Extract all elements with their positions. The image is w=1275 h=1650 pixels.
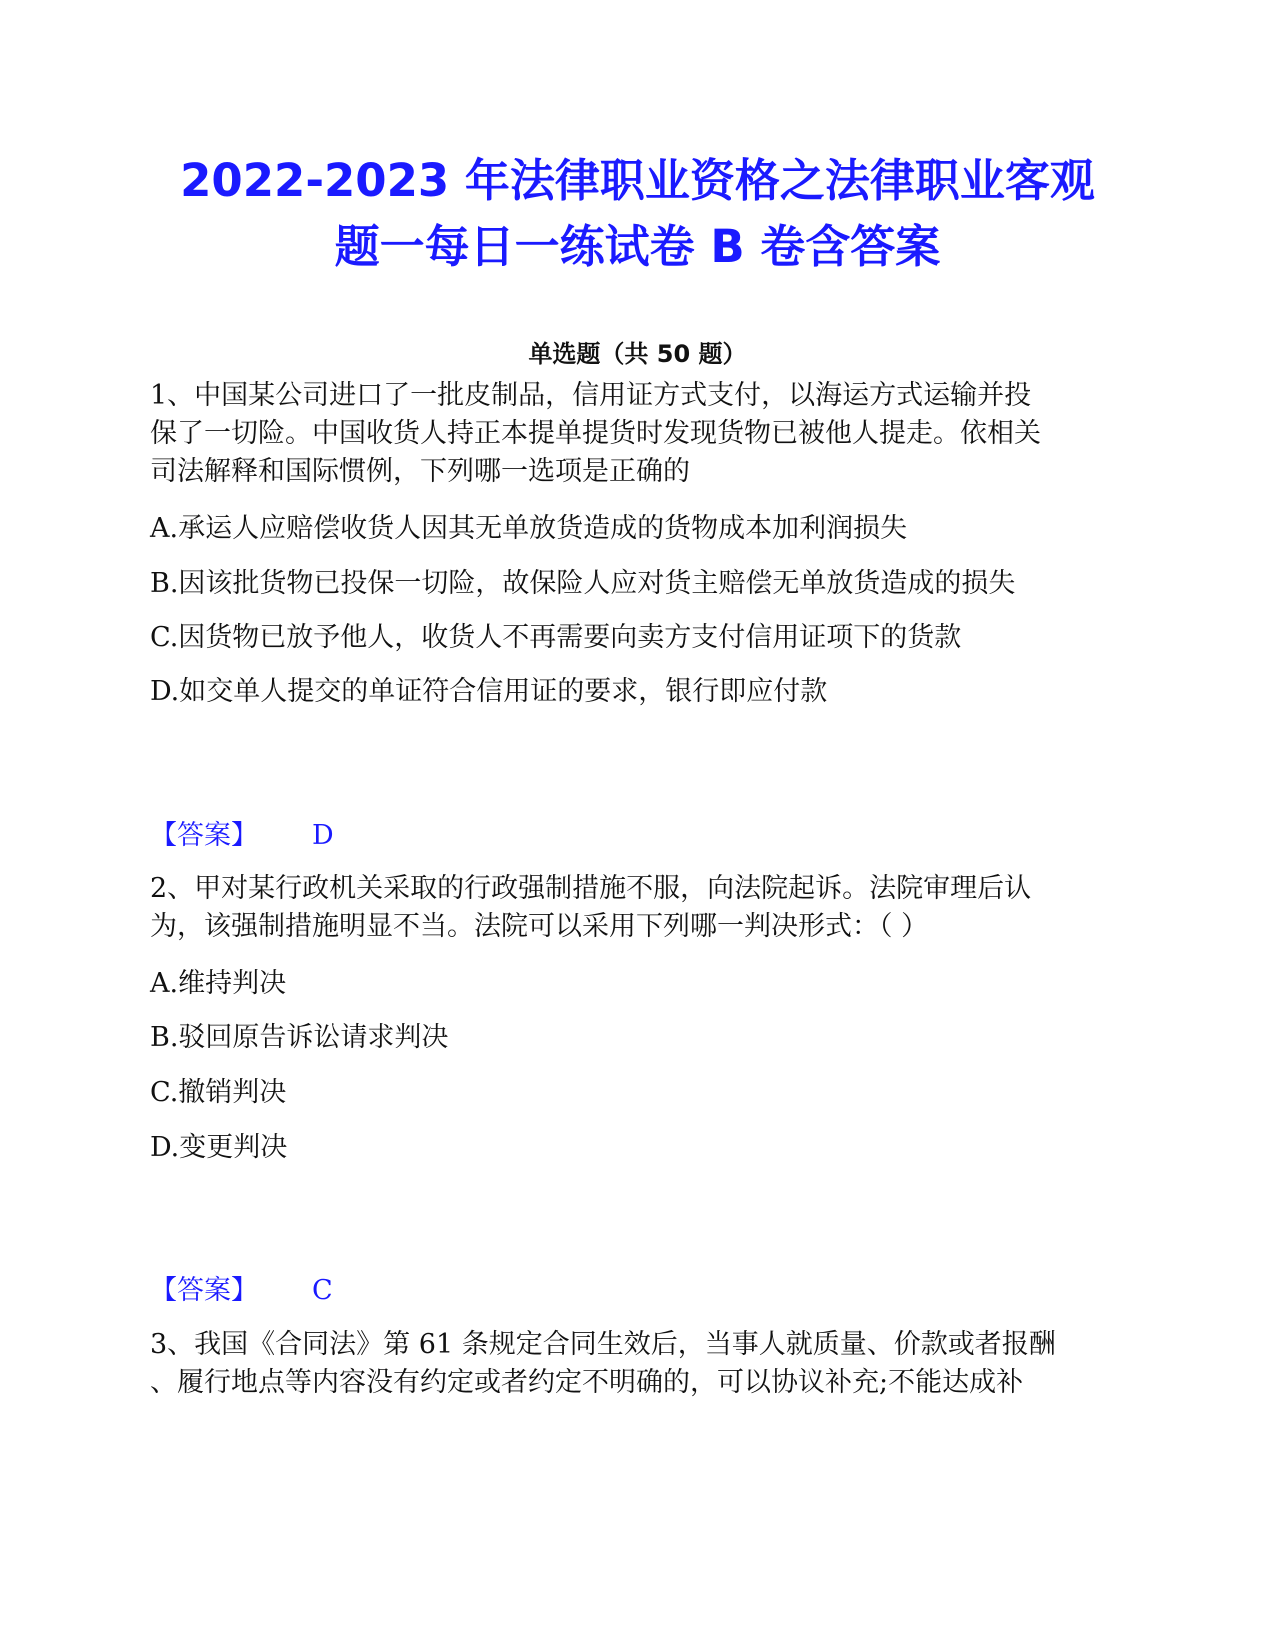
question-2-stem-line-1: 2、甲对某行政机关采取的行政强制措施不服，向法院起诉。法院审理后认 — [150, 873, 1032, 904]
document-title — [130, 148, 1145, 280]
question-3-stem-line-2: 、履行地点等内容没有约定或者约定不明确的，可以协议补充;不能达成补 — [150, 1367, 1024, 1398]
question-1-option-a: A.承运人应赔偿收货人因其无单放货造成的货物成本加利润损失 — [150, 513, 908, 544]
question-1-option-d: D.如交单人提交的单证符合信用证的要求，银行即应付款 — [150, 676, 828, 707]
question-1-option-b: B.因该批货物已投保一切险，故保险人应对货主赔偿无单放货造成的损失 — [150, 568, 1016, 599]
title-line-2: 题一每日一练试卷 B 卷含答案 — [334, 220, 941, 273]
question-1-stem-line-2: 保了一切险。中国收货人持正本提单提货时发现货物已被他人提走。依相关 — [150, 418, 1041, 449]
answer-value: C — [312, 1275, 333, 1306]
question-2-option-c: C.撤销判决 — [150, 1077, 287, 1108]
question-2-option-b: B.驳回原告诉讼请求判决 — [150, 1022, 449, 1053]
question-2-option-d: D.变更判决 — [150, 1132, 288, 1163]
question-2-stem-line-2: 为，该强制措施明显不当。法院可以采用下列哪一判决形式：（ ） — [150, 911, 929, 942]
answer-value: D — [312, 820, 334, 851]
question-1-stem-line-3: 司法解释和国际惯例，下列哪一选项是正确的 — [150, 456, 690, 487]
answer-label: 【答案】 — [150, 1275, 258, 1306]
question-1-stem-line-1: 1、中国某公司进口了一批皮制品，信用证方式支付，以海运方式运输并投 — [150, 380, 1032, 411]
section-heading: 单选题（共 50 题） — [528, 340, 747, 368]
question-3-stem-line-1: 3、我国《合同法》第 61 条规定合同生效后，当事人就质量、价款或者报酬 — [150, 1329, 1056, 1360]
question-2-option-a: A.维持判决 — [150, 968, 287, 999]
question-1-option-c: C.因货物已放予他人，收货人不再需要向卖方支付信用证项下的货款 — [150, 622, 962, 653]
answer-label: 【答案】 — [150, 820, 258, 851]
title-line-1: 2022-2023 年法律职业资格之法律职业客观 — [180, 154, 1095, 207]
question-2-answer — [150, 1271, 333, 1311]
question-1-answer — [150, 816, 334, 856]
